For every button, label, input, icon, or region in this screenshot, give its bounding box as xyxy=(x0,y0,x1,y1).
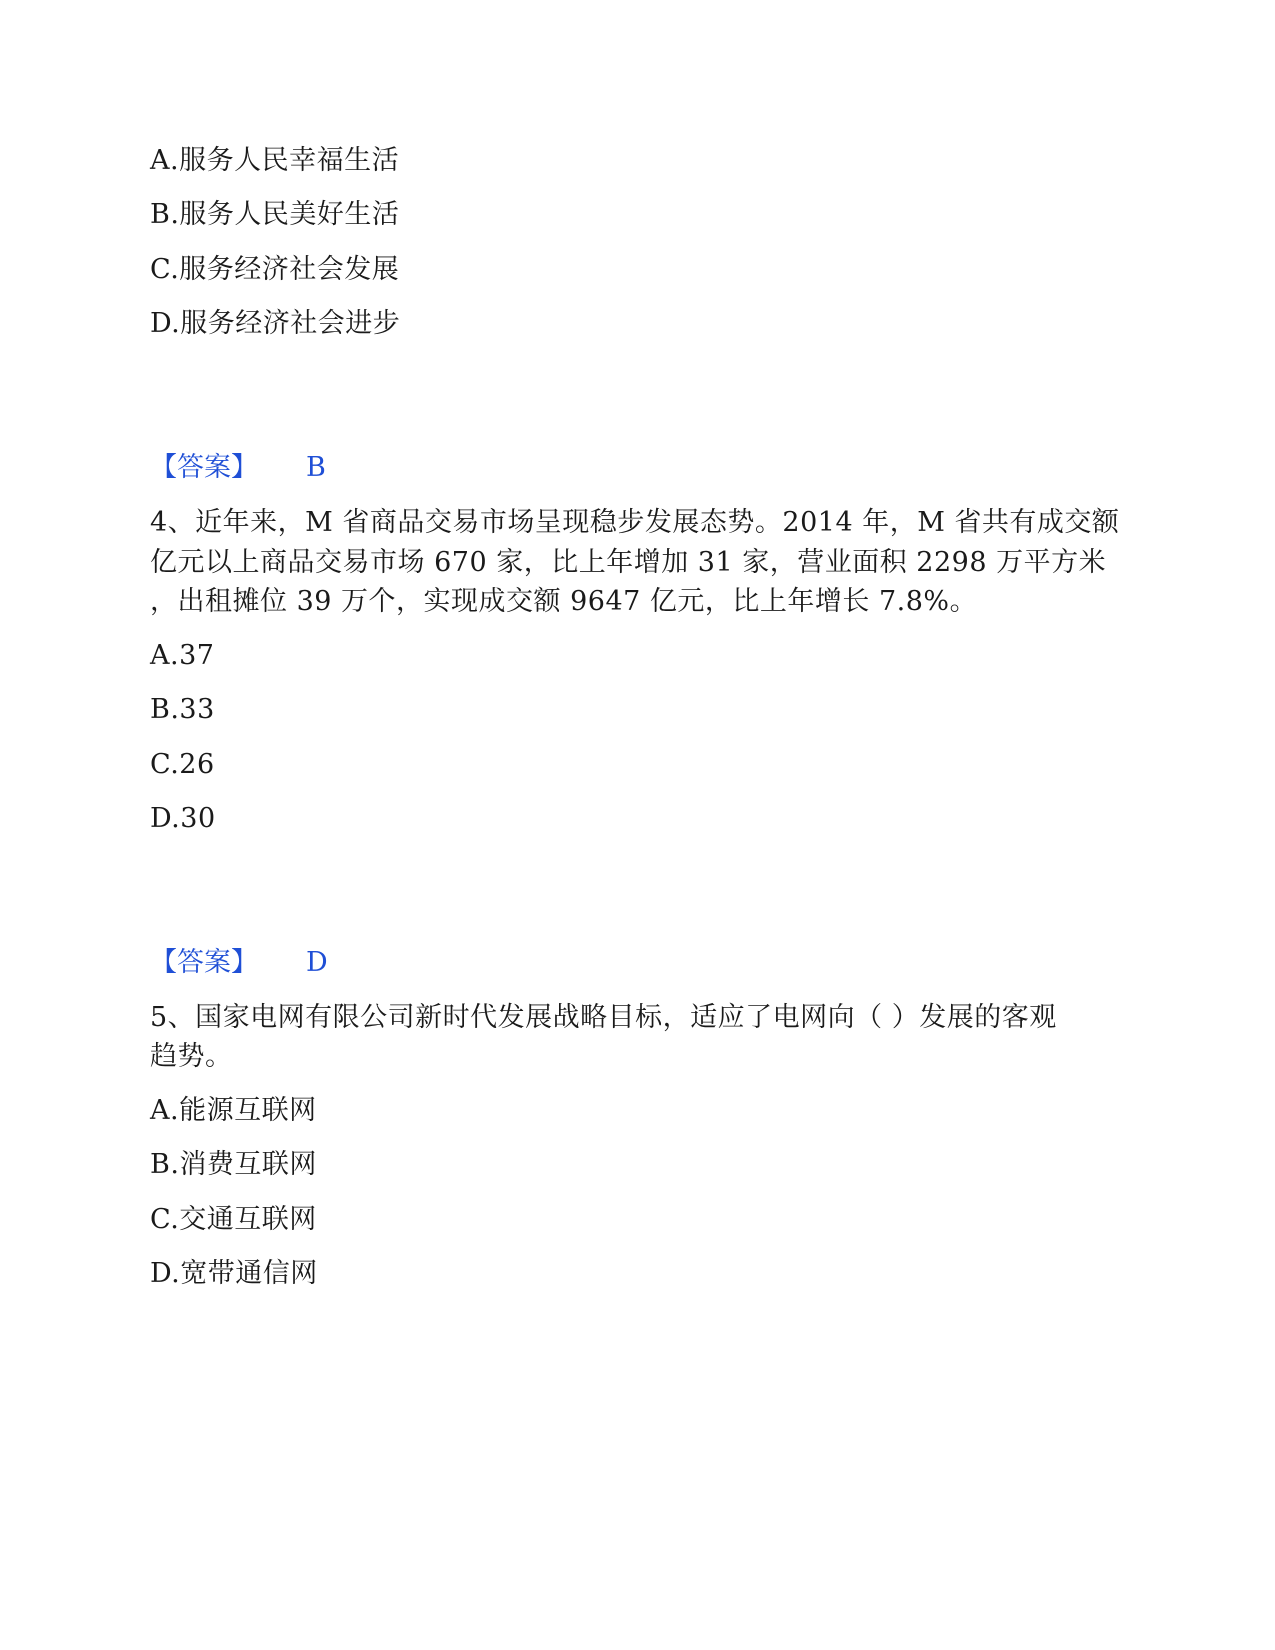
q5-option-a: A.能源互联网 xyxy=(150,1095,317,1126)
q3-option-b: B.服务人民美好生活 xyxy=(150,199,400,230)
answer-value: D xyxy=(306,947,328,978)
q5-option-b: B.消费互联网 xyxy=(150,1149,317,1180)
answer-label: 【答案】 xyxy=(150,452,258,483)
q4-stem-line-3: ，出租摊位 39 万个，实现成交额 9647 亿元，比上年增长 7.8%。 xyxy=(150,586,978,617)
q5-option-c: C.交通互联网 xyxy=(150,1204,317,1235)
q4-option-d: D.30 xyxy=(150,803,216,834)
answer-4 xyxy=(150,945,328,981)
answer-3 xyxy=(150,450,326,486)
q4-stem-line-1: 4、近年来，M 省商品交易市场呈现稳步发展态势。2014 年，M 省共有成交额 xyxy=(150,507,1120,538)
q4-stem-line-2: 亿元以上商品交易市场 670 家，比上年增加 31 家，营业面积 2298 万平方米 xyxy=(150,547,1107,578)
q3-option-d: D.服务经济社会进步 xyxy=(150,308,401,339)
q4-option-b: B.33 xyxy=(150,694,215,725)
q4-option-c: C.26 xyxy=(150,749,215,780)
q3-option-c: C.服务经济社会发展 xyxy=(150,254,400,285)
answer-value: B xyxy=(306,452,326,483)
q5-stem-line-1: 5、国家电网有限公司新时代发展战略目标，适应了电网向（ ）发展的客观 xyxy=(150,1002,1057,1033)
q4-option-a: A.37 xyxy=(150,640,215,671)
q5-option-d: D.宽带通信网 xyxy=(150,1258,318,1289)
q5-stem-line-2: 趋势。 xyxy=(150,1041,233,1072)
answer-label: 【答案】 xyxy=(150,947,258,978)
q3-option-a: A.服务人民幸福生活 xyxy=(150,145,400,176)
